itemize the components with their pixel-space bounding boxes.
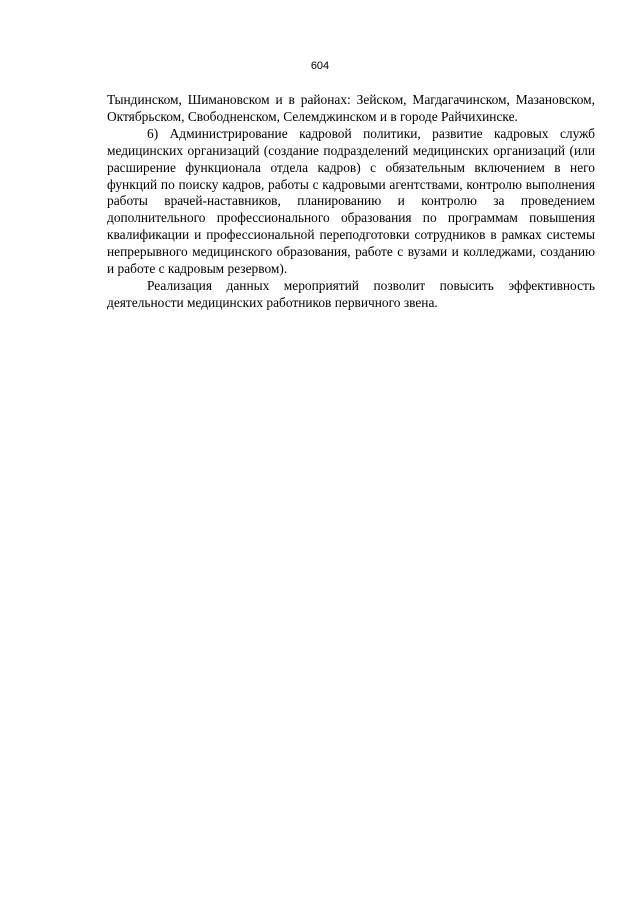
paragraph-item-6: 6) Администрирование кадровой политики, развитие кадровых служб медицинских организаций (создание подразделений медицинских организаций (или расширение функционала отдела кадров) с обязательным включением в него функций по поиску кадров, работы с кадровыми агентствами, контролю выполнения работы врачей-наставников, планированию и контролю за проведением дополнительного профессионального образования по программам повышения квалификации и профессиональной переподготовки сотрудников в рамках системы непрерывного медицинского образования, работе с вузами и колледжами, созданию и работе с кадровым резервом). [107,125,595,277]
paragraph-conclusion: Реализация данных мероприятий позволит повысить эффективность деятельности медицинских работников первичного звена. [107,277,595,310]
body-text [107,92,595,312]
paragraph-continuation: Тындинском, Шимановском и в районах: Зейском, Магдагачинском, Мазановском, Октябрьском, Свободненском, Селемджинском и в городе Райчихинске. [107,92,595,124]
page-number: 604 [310,60,330,72]
